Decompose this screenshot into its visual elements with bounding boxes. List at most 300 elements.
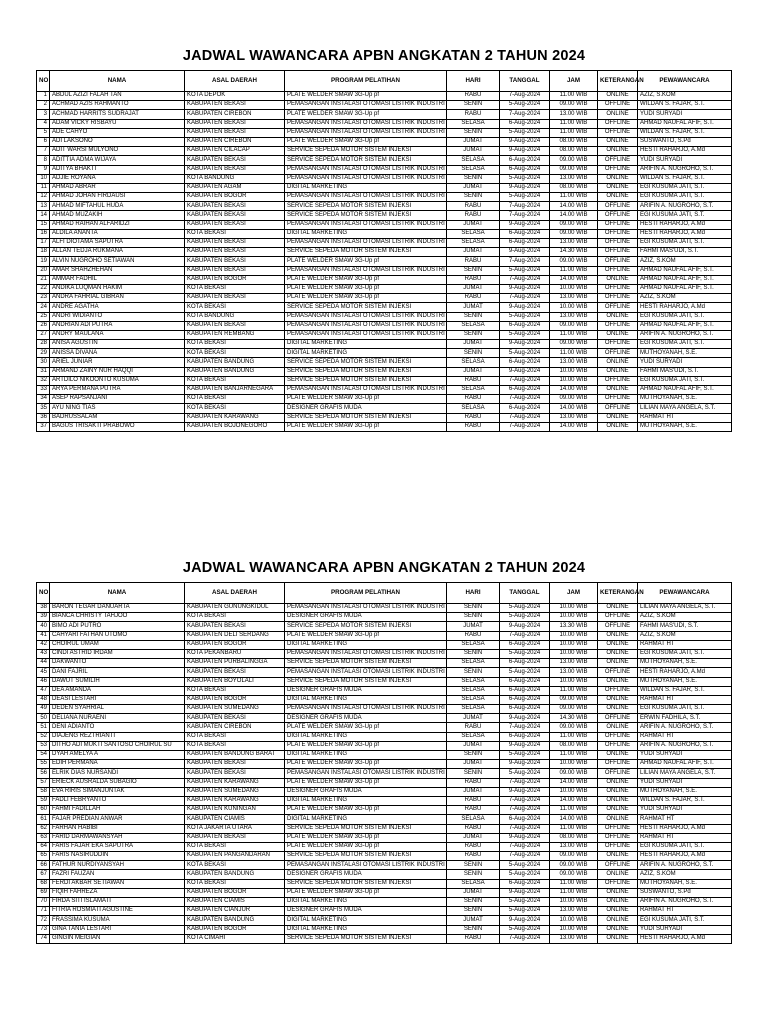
status-cell: ONLINE: [598, 916, 638, 925]
name-cell: FRASSIMA KUSUMA: [50, 916, 185, 925]
name-cell: ARTDILO NIKOONTO KUSUMA: [50, 376, 185, 385]
name-cell: ANDRIAN ADI PUTRA: [50, 321, 185, 330]
time-cell: 09.00 WIB: [550, 861, 598, 870]
program-cell: PLATE WELDER SMAW 3G-Up pf: [285, 257, 447, 266]
date-cell: 5-Aug-2024: [500, 925, 550, 934]
time-cell: 11.00 WIB: [550, 349, 598, 358]
region-cell: KOTA BANDUNG: [185, 174, 285, 183]
program-cell: PEMASANGAN INSTALASI OTOMASI LISTRIK INDUSTRI: [285, 386, 447, 395]
name-cell: BADRUSSALAM: [50, 413, 185, 422]
header-keterangan: KETERANGAN: [598, 583, 638, 604]
no-cell: 9: [37, 165, 50, 174]
status-cell: ONLINE: [598, 92, 638, 101]
region-cell: KABUPATEN BANDUNG: [185, 870, 285, 879]
no-cell: 34: [37, 395, 50, 404]
status-cell: OFFLINE: [598, 229, 638, 238]
status-cell: OFFLINE: [598, 404, 638, 413]
date-cell: 5-Aug-2024: [500, 668, 550, 677]
status-cell: ONLINE: [598, 815, 638, 824]
name-cell: DYAH AMELYA A: [50, 751, 185, 760]
name-cell: AYU NING TIAS: [50, 404, 185, 413]
table-row: [37, 934, 732, 943]
interviewer-cell: HESTI RAHARJO, A.Md: [638, 668, 732, 677]
status-cell: OFFLINE: [598, 165, 638, 174]
day-cell: JUMAT: [447, 714, 500, 723]
day-cell: RABU: [447, 824, 500, 833]
region-cell: KABUPATEN BEKASI: [185, 622, 285, 631]
no-cell: 8: [37, 156, 50, 165]
region-cell: KABUPATEN CIREBON: [185, 137, 285, 146]
header-nama: NAMA: [50, 71, 185, 92]
program-cell: SERVICE SEPEDA MOTOR SISTEM INJEKSI: [285, 677, 447, 686]
status-cell: OFFLINE: [598, 824, 638, 833]
program-cell: SERVICE SEPEDA MOTOR SISTEM INJEKSI: [285, 202, 447, 211]
no-cell: 59: [37, 796, 50, 805]
time-cell: 10.00 WIB: [550, 677, 598, 686]
date-cell: 9-Aug-2024: [500, 833, 550, 842]
day-cell: SELASA: [447, 686, 500, 695]
region-cell: KOTA PEKANBARU: [185, 649, 285, 658]
table-row: [37, 312, 732, 321]
status-cell: OFFLINE: [598, 376, 638, 385]
day-cell: SENIN: [447, 861, 500, 870]
date-cell: 5-Aug-2024: [500, 128, 550, 137]
interviewer-cell: AZIZ, S.KOM: [638, 870, 732, 879]
no-cell: 73: [37, 925, 50, 934]
program-cell: SERVICE SEPEDA MOTOR SISTEM INJEKSI: [285, 367, 447, 376]
region-cell: KABUPATEN BEKASI: [185, 220, 285, 229]
status-cell: OFFLINE: [598, 668, 638, 677]
day-cell: JUMAT: [447, 741, 500, 750]
table-row: [37, 622, 732, 631]
table-row: [37, 668, 732, 677]
table-row: [37, 266, 732, 275]
time-cell: 10.00 WIB: [550, 367, 598, 376]
interviewer-cell: AZIZ, S.KOM: [638, 294, 732, 303]
no-cell: 69: [37, 888, 50, 897]
status-cell: OFFLINE: [598, 349, 638, 358]
day-cell: SELASA: [447, 119, 500, 128]
status-cell: ONLINE: [598, 174, 638, 183]
schedule-table: [36, 582, 732, 944]
program-cell: SERVICE SEPEDA MOTOR SISTEM INJEKSI: [285, 659, 447, 668]
no-cell: 53: [37, 741, 50, 750]
region-cell: KABUPATEN BANJARNEGARA: [185, 386, 285, 395]
no-cell: 11: [37, 183, 50, 192]
name-cell: ARIEL JUNIAR: [50, 358, 185, 367]
region-cell: KABUPATEN DELI SERDANG: [185, 631, 285, 640]
program-cell: DIGITAL MARKETING: [285, 183, 447, 192]
name-cell: BARON TEGAR DANUARTA: [50, 604, 185, 613]
no-cell: 32: [37, 376, 50, 385]
table-row: [37, 101, 732, 110]
program-cell: PEMASANGAN INSTALASI OTOMASI LISTRIK INDUSTRI: [285, 312, 447, 321]
status-cell: ONLINE: [598, 330, 638, 339]
day-cell: RABU: [447, 202, 500, 211]
no-cell: 64: [37, 842, 50, 851]
region-cell: KOTA BEKASI: [185, 613, 285, 622]
time-cell: 14.30 WIB: [550, 714, 598, 723]
time-cell: 09.00 WIB: [550, 695, 598, 704]
time-cell: 13.00 WIB: [550, 413, 598, 422]
table-row: [37, 404, 732, 413]
program-cell: PEMASANGAN INSTALASI OTOMASI LISTRIK INDUSTRI: [285, 266, 447, 275]
day-cell: SENIN: [447, 925, 500, 934]
table-row: [37, 705, 732, 714]
day-cell: SENIN: [447, 604, 500, 613]
table-row: [37, 649, 732, 658]
interviewer-cell: ARIFIN A. NUGROHO, S.T.: [638, 861, 732, 870]
region-cell: KABUPATEN REMBANG: [185, 330, 285, 339]
day-cell: SELASA: [447, 659, 500, 668]
name-cell: ADITYA BHAKTI: [50, 165, 185, 174]
day-cell: SELASA: [447, 386, 500, 395]
no-cell: 16: [37, 229, 50, 238]
region-cell: KABUPATEN BOGOR: [185, 888, 285, 897]
header-keterangan: KETERANGAN: [598, 71, 638, 92]
region-cell: KABUPATEN CIREBON: [185, 723, 285, 732]
day-cell: SELASA: [447, 732, 500, 741]
name-cell: FARID DARMAWANSYAH: [50, 833, 185, 842]
status-cell: OFFLINE: [598, 741, 638, 750]
interviewer-cell: AHMAD NAUFAL AFIF, S.T.: [638, 760, 732, 769]
date-cell: 5-Aug-2024: [500, 649, 550, 658]
date-cell: 9-Aug-2024: [500, 367, 550, 376]
status-cell: OFFLINE: [598, 613, 638, 622]
interviewer-cell: MUTHOYANAH, S.E.: [638, 349, 732, 358]
table-row: [37, 677, 732, 686]
date-cell: 5-Aug-2024: [500, 907, 550, 916]
status-cell: OFFLINE: [598, 622, 638, 631]
program-cell: DIGITAL MARKETING: [285, 815, 447, 824]
name-cell: ADE CAHYO: [50, 128, 185, 137]
date-cell: 7-Aug-2024: [500, 422, 550, 431]
no-cell: 1: [37, 92, 50, 101]
name-cell: ARYA PERMANA PUTRA: [50, 386, 185, 395]
status-cell: ONLINE: [598, 796, 638, 805]
status-cell: OFFLINE: [598, 239, 638, 248]
time-cell: 14.00 WIB: [550, 202, 598, 211]
table-row: [37, 294, 732, 303]
interviewer-cell: RAHMAT HT: [638, 695, 732, 704]
interviewer-cell: EGI KUSUMA JATI, S.T.: [638, 340, 732, 349]
interviewer-cell: AHMAD NAUFAL AFIF, S.T.: [638, 321, 732, 330]
region-cell: KABUPATEN BEKASI: [185, 257, 285, 266]
status-cell: ONLINE: [598, 386, 638, 395]
day-cell: JUMAT: [447, 622, 500, 631]
region-cell: KABUPATEN CIAMIS: [185, 898, 285, 907]
interviewer-cell: AHMAD NAUFAL AFIF, S.T.: [638, 284, 732, 293]
interviewer-cell: MUTHOYANAH, S.E.: [638, 422, 732, 431]
name-cell: ANISA AGUSTIN: [50, 340, 185, 349]
name-cell: CINDI ASTRID IRDAM: [50, 649, 185, 658]
name-cell: BIMO ADI PUTRO: [50, 622, 185, 631]
table-header-row: [37, 583, 732, 604]
date-cell: 6-Aug-2024: [500, 686, 550, 695]
no-cell: 43: [37, 649, 50, 658]
date-cell: 7-Aug-2024: [500, 211, 550, 220]
table-row: [37, 110, 732, 119]
interviewer-cell: AZIZ, S.KOM: [638, 631, 732, 640]
no-cell: 12: [37, 193, 50, 202]
header-program-pelatihan: PROGRAM PELATIHAN: [285, 71, 447, 92]
date-cell: 6-Aug-2024: [500, 659, 550, 668]
status-cell: OFFLINE: [598, 714, 638, 723]
time-cell: 10.00 WIB: [550, 649, 598, 658]
interviewer-cell: HESTI RAHARJO, A.Md: [638, 852, 732, 861]
program-cell: SERVICE SEPEDA MOTOR SISTEM INJEKSI: [285, 879, 447, 888]
region-cell: KABUPATEN KARAWANG: [185, 796, 285, 805]
time-cell: 09.00 WIB: [550, 340, 598, 349]
status-cell: ONLINE: [598, 640, 638, 649]
day-cell: SELASA: [447, 705, 500, 714]
table-row: [37, 631, 732, 640]
no-cell: 2: [37, 101, 50, 110]
day-cell: RABU: [447, 294, 500, 303]
program-cell: PEMASANGAN INSTALASI OTOMASI LISTRIK INDUSTRI: [285, 220, 447, 229]
time-cell: 14.00 WIB: [550, 796, 598, 805]
name-cell: ADJIE ROYANA: [50, 174, 185, 183]
time-cell: 11.00 WIB: [550, 824, 598, 833]
table-row: [37, 239, 732, 248]
no-cell: 62: [37, 824, 50, 833]
region-cell: KABUPATEN SUMEDANG: [185, 705, 285, 714]
status-cell: OFFLINE: [598, 303, 638, 312]
name-cell: ALLAN TEDJA RUKMANA: [50, 248, 185, 257]
status-cell: ONLINE: [598, 367, 638, 376]
region-cell: KABUPATEN BOGOR: [185, 275, 285, 284]
day-cell: JUMAT: [447, 367, 500, 376]
interviewer-cell: RAHMAT HT: [638, 640, 732, 649]
status-cell: ONLINE: [598, 193, 638, 202]
date-cell: 5-Aug-2024: [500, 312, 550, 321]
table-row: [37, 741, 732, 750]
no-cell: 57: [37, 778, 50, 787]
status-cell: OFFLINE: [598, 156, 638, 165]
name-cell: FITRIA ROSMIATI AGUSTINE: [50, 907, 185, 916]
day-cell: RABU: [447, 211, 500, 220]
date-cell: 7-Aug-2024: [500, 796, 550, 805]
region-cell: KABUPATEN BEKASI: [185, 668, 285, 677]
table-row: [37, 604, 732, 613]
time-cell: 09.00 WIB: [550, 165, 598, 174]
no-cell: 15: [37, 220, 50, 229]
no-cell: 35: [37, 404, 50, 413]
interviewer-cell: AHMAD NAUFAL AFIF, S.T.: [638, 119, 732, 128]
day-cell: SELASA: [447, 229, 500, 238]
interviewer-cell: EGI KUSUMA JATI, S.T.: [638, 705, 732, 714]
table-row: [37, 275, 732, 284]
time-cell: 13.00 WIB: [550, 907, 598, 916]
name-cell: FIQIH FAHREZA: [50, 888, 185, 897]
day-cell: JUMAT: [447, 916, 500, 925]
region-cell: KABUPATEN BEKASI: [185, 101, 285, 110]
interviewer-cell: MUTHOYANAH, S.E.: [638, 787, 732, 796]
table-row: [37, 248, 732, 257]
interviewer-cell: YUDI SURYADI: [638, 806, 732, 815]
program-cell: DIGITAL MARKETING: [285, 751, 447, 760]
region-cell: KOTA BEKASI: [185, 741, 285, 750]
time-cell: 09.00 WIB: [550, 852, 598, 861]
program-cell: SERVICE SEPEDA MOTOR SISTEM INJEKSI: [285, 934, 447, 943]
name-cell: AHMAD MIFTAHUL HUDA: [50, 202, 185, 211]
no-cell: 26: [37, 321, 50, 330]
program-cell: SERVICE SEPEDA MOTOR SISTEM INJEKSI: [285, 376, 447, 385]
program-cell: PEMASANGAN INSTALASI OTOMASI LISTRIK INDUSTRI: [285, 649, 447, 658]
no-cell: 74: [37, 934, 50, 943]
name-cell: AHMAD ABRAR: [50, 183, 185, 192]
program-cell: PLATE WELDER SMAW 3G-Up pf: [285, 92, 447, 101]
date-cell: 6-Aug-2024: [500, 815, 550, 824]
table-row: [37, 659, 732, 668]
table-row: [37, 769, 732, 778]
interviewer-cell: EGI KUSUMA JATI, S.T.: [638, 842, 732, 851]
table-row: [37, 165, 732, 174]
header-program-pelatihan: PROGRAM PELATIHAN: [285, 583, 447, 604]
name-cell: FARIS FAJAR EKA SAPUTRA: [50, 842, 185, 851]
interviewer-cell: WILDAN S. FAJAR, S.T.: [638, 128, 732, 137]
region-cell: KABUPATEN BEKASI: [185, 760, 285, 769]
time-cell: 09.00 WIB: [550, 101, 598, 110]
region-cell: KABUPATEN PANGANDARAN: [185, 852, 285, 861]
status-cell: ONLINE: [598, 888, 638, 897]
interviewer-cell: FAHMI MAS'UDI, S.T.: [638, 367, 732, 376]
interviewer-cell: HESTI RAHARJO, A.Md: [638, 934, 732, 943]
region-cell: KABUPATEN BEKASI: [185, 211, 285, 220]
time-cell: 11.00 WIB: [550, 92, 598, 101]
time-cell: 13.00 WIB: [550, 174, 598, 183]
no-cell: 55: [37, 760, 50, 769]
no-cell: 21: [37, 275, 50, 284]
status-cell: OFFLINE: [598, 202, 638, 211]
day-cell: JUMAT: [447, 888, 500, 897]
time-cell: 13.00 WIB: [550, 358, 598, 367]
program-cell: SERVICE SEPEDA MOTOR SISTEM INJEKSI: [285, 147, 447, 156]
interviewer-cell: SUSWANTO, S.Pd: [638, 137, 732, 146]
time-cell: 10.00 WIB: [550, 631, 598, 640]
status-cell: ONLINE: [598, 934, 638, 943]
name-cell: ALDILA ANANTA: [50, 229, 185, 238]
no-cell: 42: [37, 640, 50, 649]
header-no: NO: [37, 583, 50, 604]
time-cell: 13.30 WIB: [550, 622, 598, 631]
date-cell: 7-Aug-2024: [500, 275, 550, 284]
date-cell: 7-Aug-2024: [500, 806, 550, 815]
time-cell: 10.00 WIB: [550, 760, 598, 769]
name-cell: DIAJENG REZTRIANTI: [50, 732, 185, 741]
status-cell: OFFLINE: [598, 101, 638, 110]
no-cell: 67: [37, 870, 50, 879]
no-cell: 44: [37, 659, 50, 668]
header-jam: JAM: [550, 583, 598, 604]
program-cell: DIGITAL MARKETING: [285, 925, 447, 934]
program-cell: PEMASANGAN INSTALASI OTOMASI LISTRIK INDUSTRI: [285, 119, 447, 128]
time-cell: 11.00 WIB: [550, 330, 598, 339]
name-cell: ADAM VICKY RISBAYU: [50, 119, 185, 128]
date-cell: 9-Aug-2024: [500, 137, 550, 146]
day-cell: JUMAT: [447, 787, 500, 796]
name-cell: CAHYARI FATHAN UTOMO: [50, 631, 185, 640]
program-cell: DESIGNER GRAFIS MUDA: [285, 714, 447, 723]
date-cell: 9-Aug-2024: [500, 147, 550, 156]
region-cell: KABUPATEN SUMEDANG: [185, 787, 285, 796]
time-cell: 13.00 WIB: [550, 239, 598, 248]
status-cell: OFFLINE: [598, 321, 638, 330]
program-cell: DIGITAL MARKETING: [285, 898, 447, 907]
date-cell: 7-Aug-2024: [500, 631, 550, 640]
region-cell: KOTA BEKASI: [185, 229, 285, 238]
name-cell: FADLI FEBRYANTO: [50, 796, 185, 805]
date-cell: 7-Aug-2024: [500, 395, 550, 404]
region-cell: KABUPATEN BEKASI: [185, 248, 285, 257]
name-cell: AMMAR FADHIL: [50, 275, 185, 284]
name-cell: BAGUS TRISAKTI PRABOWO: [50, 422, 185, 431]
table-row: [37, 340, 732, 349]
date-cell: 6-Aug-2024: [500, 705, 550, 714]
day-cell: SENIN: [447, 266, 500, 275]
day-cell: SENIN: [447, 330, 500, 339]
table-row: [37, 852, 732, 861]
header-jam: JAM: [550, 71, 598, 92]
day-cell: JUMAT: [447, 137, 500, 146]
region-cell: KOTA BEKASI: [185, 340, 285, 349]
day-cell: RABU: [447, 275, 500, 284]
header-nama: NAMA: [50, 583, 185, 604]
date-cell: 5-Aug-2024: [500, 898, 550, 907]
header-hari: HARI: [447, 71, 500, 92]
table-row: [37, 147, 732, 156]
region-cell: KOTA BEKASI: [185, 879, 285, 888]
time-cell: 11.00 WIB: [550, 266, 598, 275]
name-cell: FARHAN HABIBI: [50, 824, 185, 833]
time-cell: 11.00 WIB: [550, 193, 598, 202]
date-cell: 6-Aug-2024: [500, 640, 550, 649]
no-cell: 58: [37, 787, 50, 796]
time-cell: 10.00 WIB: [550, 640, 598, 649]
no-cell: 19: [37, 257, 50, 266]
interviewer-cell: ARIFIN A. NUGROHO, S.T.: [638, 330, 732, 339]
name-cell: ANDRY MAULANA: [50, 330, 185, 339]
time-cell: 11.00 WIB: [550, 888, 598, 897]
table-row: [37, 358, 732, 367]
table-row: [37, 386, 732, 395]
interviewer-cell: EGI KUSUMA JATI, S.T.: [638, 312, 732, 321]
status-cell: OFFLINE: [598, 340, 638, 349]
table-row: [37, 861, 732, 870]
program-cell: PLATE WELDER SMAW 3G-Up pf: [285, 888, 447, 897]
day-cell: SENIN: [447, 128, 500, 137]
region-cell: KABUPATEN BANDUNG: [185, 367, 285, 376]
day-cell: SENIN: [447, 668, 500, 677]
table-row: [37, 413, 732, 422]
no-cell: 72: [37, 916, 50, 925]
region-cell: KABUPATEN BEKASI: [185, 202, 285, 211]
no-cell: 66: [37, 861, 50, 870]
region-cell: KABUPATEN CIANJUR: [185, 907, 285, 916]
date-cell: 9-Aug-2024: [500, 916, 550, 925]
region-cell: KABUPATEN BEKASI: [185, 119, 285, 128]
time-cell: 09.00 WIB: [550, 229, 598, 238]
interviewer-cell: EGI KUSUMA JATI, S.T.: [638, 376, 732, 385]
time-cell: 10.00 WIB: [550, 613, 598, 622]
region-cell: KABUPATEN CIAMIS: [185, 815, 285, 824]
program-cell: PEMASANGAN INSTALASI OTOMASI LISTRIK INDUSTRI: [285, 165, 447, 174]
time-cell: 11.00 WIB: [550, 806, 598, 815]
table-row: [37, 349, 732, 358]
table-row: [37, 257, 732, 266]
date-cell: 5-Aug-2024: [500, 101, 550, 110]
program-cell: PLATE WELDER SMAW 3G-Up pf: [285, 284, 447, 293]
